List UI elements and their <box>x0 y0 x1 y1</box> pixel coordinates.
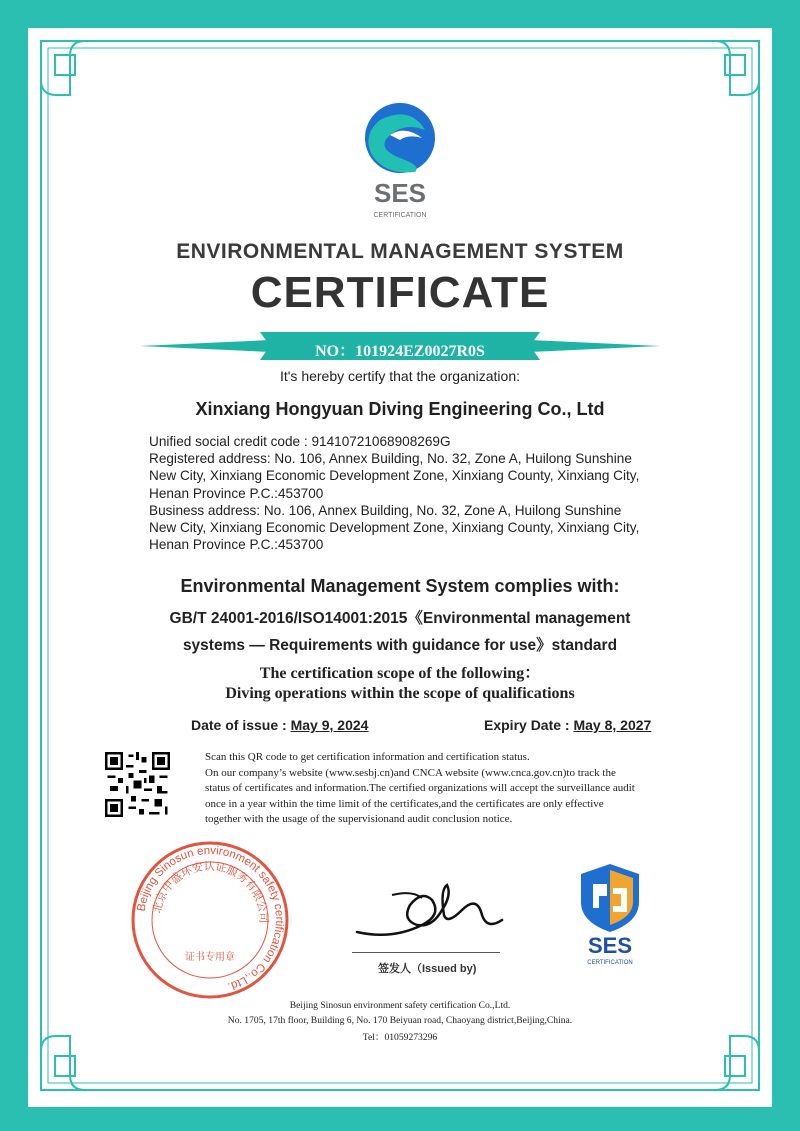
expiry-label: Expiry Date : <box>484 717 574 733</box>
organization-name: Xinxiang Hongyuan Diving Engineering Co., Ltd <box>195 399 605 419</box>
expiry-date <box>484 717 651 733</box>
detail-line: Registered address: No. 106, Annex Building, No. 32, Zone A, Huilong Sunshine <box>149 451 632 467</box>
detail-line: New City, Xinxiang Economic Development Zone, Xinxiang County, Xinxiang City, <box>149 468 640 484</box>
footer-company: Beijing Sinosun environment safety certification Co.,Ltd. <box>289 1000 511 1011</box>
qr-code-icon[interactable] <box>105 752 170 817</box>
signature-icon <box>352 870 512 950</box>
detail-line: Henan Province P.C.:453700 <box>149 537 324 553</box>
qr-text-line: Scan this QR code to get certification information and certification status. <box>205 751 530 763</box>
standard-line-1: GB/T 24001-2016/ISO14001:2015《Environmental management <box>169 610 631 627</box>
footer-address: No. 1705, 17th floor, Building 6, No. 170 Beiyuan road, Chaoyang district,Beijing,China. <box>227 1015 573 1026</box>
issued-by-label: 签发人（Issued by) <box>378 963 477 975</box>
scope-heading: The certification scope of the following： <box>259 665 541 682</box>
complies-heading: Environmental Management System complies with: <box>180 576 620 596</box>
certificate-title: CERTIFICATE <box>250 268 550 317</box>
standard-line-2: systems — Requirements with guidance for use》standard <box>182 637 618 654</box>
seal-english-text: Beijing Sinosun environment safety certification Co.,Ltd. <box>135 844 286 993</box>
ses-shield-logo-icon <box>575 862 645 967</box>
qr-text-line: status of certificates and information.The certified organizations will accept the surveillance audit <box>205 782 635 795</box>
certificate-number: NO：101924EZ0027R0S <box>315 343 485 360</box>
qr-text-line: On our company’s website (www.sesbj.cn)and CNCA website (www.cnca.gov.cn)to track the <box>205 766 616 779</box>
qr-text-line: once in a year within the time limit of the certificates,and the certificates are only effective <box>205 797 604 810</box>
detail-line: Henan Province P.C.:453700 <box>149 485 324 501</box>
intro-text: It's hereby certify that the organization: <box>279 368 521 384</box>
issue-value: May 9, 2024 <box>290 717 369 733</box>
issue-label: Date of issue : <box>191 717 291 733</box>
logo-bottom-subtext: CERTIFICATION <box>587 960 633 966</box>
detail-line: Business address: No. 106, Annex Building, No. 32, Zone A, Huilong Sunshine <box>149 502 622 518</box>
detail-line: New City, Xinxiang Economic Development Zone, Xinxiang County, Xinxiang City, <box>149 520 640 536</box>
qr-instructions <box>205 750 695 828</box>
logo-text: SES <box>373 178 427 208</box>
ses-logo-icon <box>360 100 440 220</box>
signature-line <box>352 952 500 953</box>
seal-chinese-text: 北京中盛环安认证服务有限公司 <box>150 859 271 924</box>
seal-center-text: 证书专用章 <box>185 952 235 963</box>
certificate-subtitle: ENVIRONMENTAL MANAGEMENT SYSTEM <box>176 240 624 263</box>
expiry-value: May 8, 2027 <box>573 717 652 733</box>
organization-details <box>149 433 669 553</box>
logo-bottom-text: SES <box>587 933 633 958</box>
scope-text: Diving operations within the scope of qualifications <box>225 685 575 702</box>
official-seal-icon <box>130 840 290 1000</box>
detail-line: Unified social credit code : 91410721068908269G <box>149 434 451 449</box>
qr-text-line: together with the usage of the supervisionand audit conclusion notice. <box>205 813 513 826</box>
footer-phone: Tel：01059273296 <box>362 1032 438 1043</box>
issue-date <box>191 717 368 733</box>
logo-subtext: CERTIFICATION <box>373 212 427 219</box>
